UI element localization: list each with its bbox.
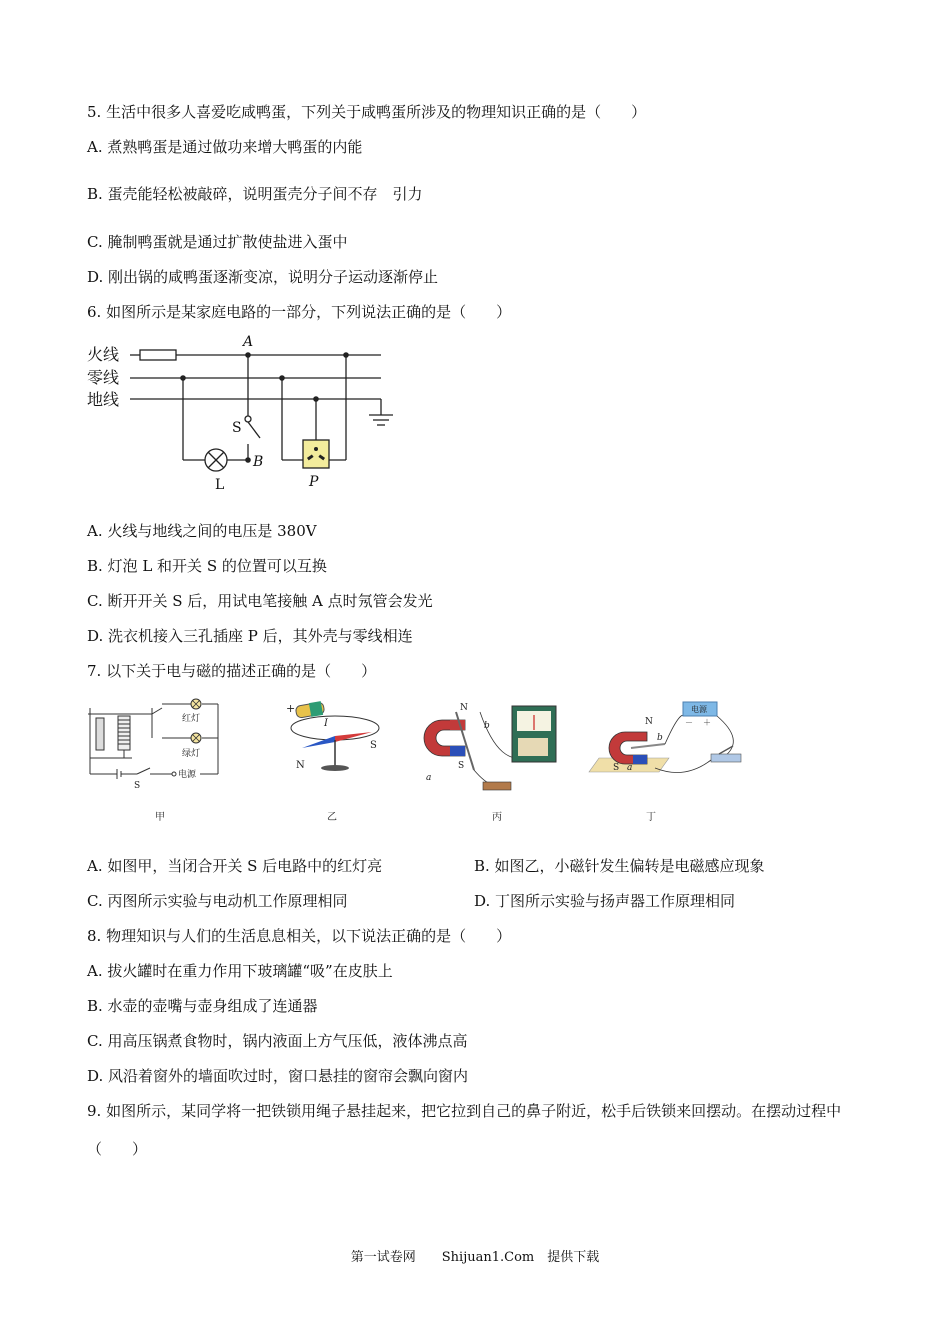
label-b-bing: b: [484, 721, 490, 731]
label-switch-jia: S: [134, 781, 141, 791]
label-lamp: L: [215, 477, 225, 493]
q6-option-c: C. 断开开关 S 后，用试电笔接触 A 点时氖管会发光: [87, 592, 433, 610]
label-point-b: B: [253, 454, 264, 470]
caption-bing: 丙: [492, 812, 502, 823]
label-s-yi: S: [370, 740, 377, 751]
caption-yi: 乙: [327, 812, 337, 823]
label-n-ding: N: [645, 717, 653, 727]
label-n-yi: N: [296, 760, 305, 771]
label-a-ding: a: [627, 763, 633, 773]
caption-ding: 丁: [646, 812, 656, 823]
q7-option-a: A. 如图甲，当闭合开关 S 后电路中的红灯亮: [87, 857, 383, 875]
label-neutral: 零线: [87, 368, 120, 387]
label-power-ding: 电源: [691, 705, 707, 714]
q6-stem: 6. 如图所示是某家庭电路的一部分，下列说法正确的是（ ）: [87, 303, 512, 321]
label-plus-ding: ＋: [703, 718, 711, 727]
page-footer: 第一试卷网 Shijuan1.Com 提供下载: [350, 1250, 600, 1265]
q5-option-b: B. 蛋壳能轻松被敲碎，说明蛋壳分子间不存 引力: [87, 185, 423, 203]
label-b-ding: b: [657, 733, 663, 743]
q6-option-b: B. 灯泡 L 和开关 S 的位置可以互换: [87, 557, 327, 575]
q5-option-a: A. 煮熟鸭蛋是通过做功来增大鸭蛋的内能: [87, 138, 363, 156]
label-a-bing: a: [426, 773, 432, 783]
q7-stem: 7. 以下关于电与磁的描述正确的是（ ）: [87, 662, 377, 680]
q6-option-a: A. 火线与地线之间的电压是 380V: [87, 522, 317, 540]
label-red-lamp: 红灯: [182, 714, 201, 724]
q5-option-d: D. 刚出锅的咸鸭蛋逐渐变凉，说明分子运动逐渐停止: [87, 268, 439, 286]
q6-circuit-diagram: [85, 330, 405, 495]
label-ground: 地线: [87, 390, 120, 409]
q7-figure-bing: [420, 700, 565, 800]
label-green-lamp: 绿灯: [182, 749, 201, 759]
q8-stem: 8. 物理知识与人们的生活息息相关，以下说法正确的是（ ）: [87, 927, 512, 945]
q7-option-b: B. 如图乙，小磁针发生偏转是电磁感应现象: [474, 857, 765, 875]
q7-figure-yi: [280, 690, 390, 790]
label-power: 电源: [178, 770, 197, 780]
label-minus-ding: －: [685, 718, 693, 727]
caption-jia: 甲: [155, 812, 165, 823]
q9-stem: 9. 如图所示，某同学将一把铁锁用绳子悬挂起来，把它拉到自己的鼻子附近，松手后铁锁来回摆动。在摆动过程中（ ）: [87, 1102, 842, 1158]
q5-option-c: C. 腌制鸭蛋就是通过扩散使盐进入蛋中: [87, 233, 348, 251]
q7-figure-ding: [585, 690, 755, 790]
label-point-a: A: [243, 334, 254, 350]
label-socket: P: [309, 474, 319, 490]
label-s-ding: S: [613, 763, 620, 773]
label-n-bing: N: [460, 703, 468, 713]
q7-option-c: C. 丙图所示实验与电动机工作原理相同: [87, 892, 348, 910]
q7-option-d: D. 丁图所示实验与扬声器工作原理相同: [474, 892, 736, 910]
q8-option-a: A. 拔火罐时在重力作用下玻璃罐“吸”在皮肤上: [87, 962, 393, 980]
label-live: 火线: [87, 345, 120, 364]
label-plus: +: [286, 702, 296, 715]
q8-option-c: C. 用高压锅煮食物时，锅内液面上方气压低，液体沸点高: [87, 1032, 468, 1050]
q6-option-d: D. 洗衣机接入三孔插座 P 后，其外壳与零线相连: [87, 627, 413, 645]
q8-option-b: B. 水壶的壶嘴与壶身组成了连通器: [87, 997, 318, 1015]
label-s-bing: S: [458, 761, 465, 771]
label-switch: S: [232, 420, 242, 436]
label-current: I: [324, 718, 328, 729]
q7-figure-jia: [82, 696, 232, 791]
q8-option-d: D. 风沿着窗外的墙面吹过时，窗口悬挂的窗帘会飘向窗内: [87, 1067, 469, 1085]
q5-stem: 5. 生活中很多人喜爱吃咸鸭蛋，下列关于咸鸭蛋所涉及的物理知识正确的是（ ）: [87, 103, 647, 121]
